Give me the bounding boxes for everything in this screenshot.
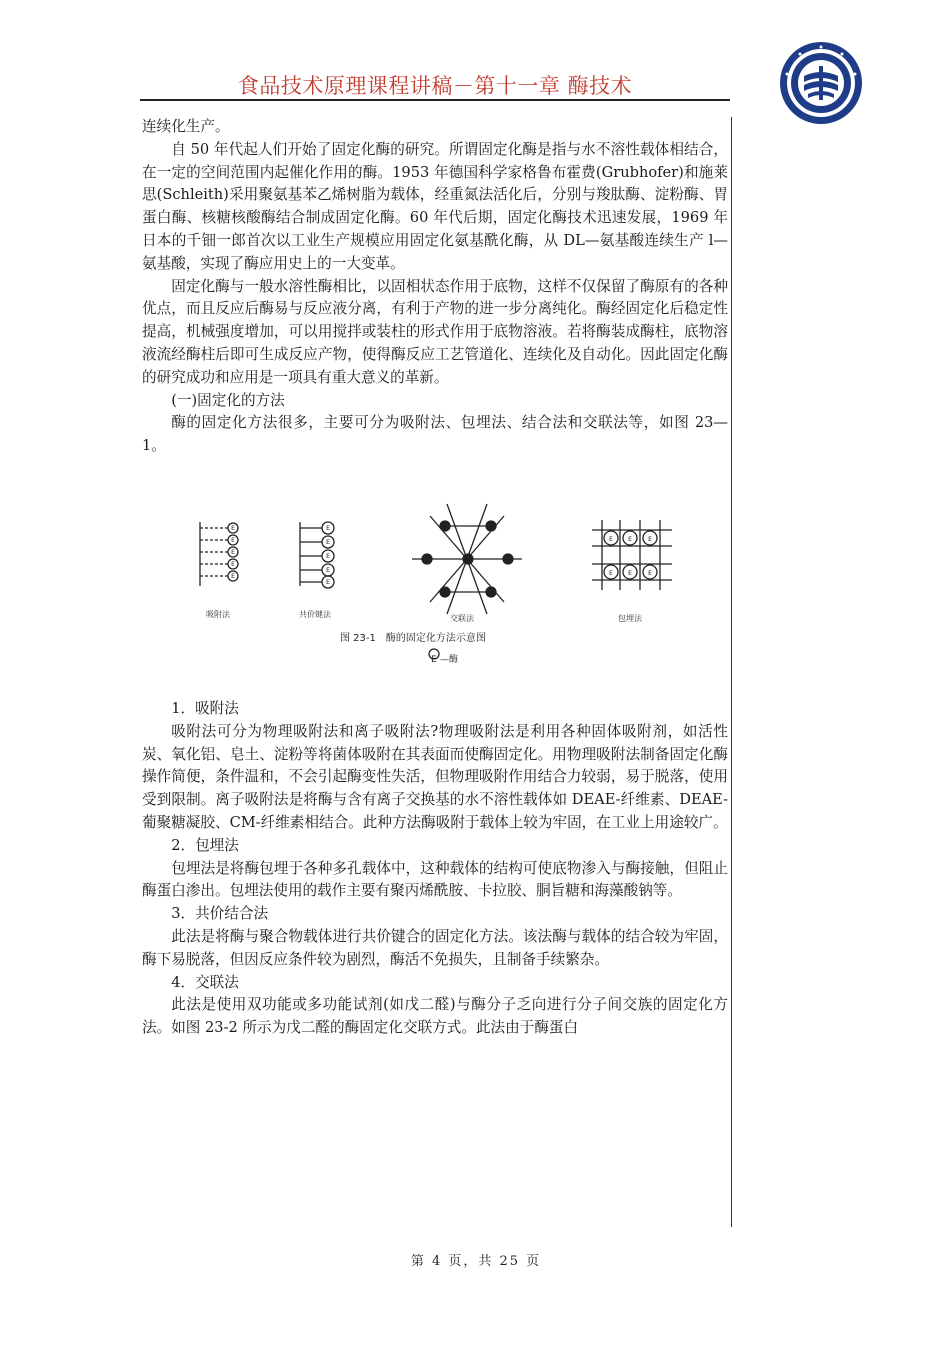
svg-text:E: E: [231, 536, 235, 544]
svg-text:E: E: [231, 560, 235, 568]
svg-text:E: E: [326, 524, 330, 532]
paragraph: 固定化酶与一般水溶性酶相比，以固相状态作用于底物，这样不仅保留了酶原有的各种优点，而且反应后酶易与反应液分离，有利于产物的进一步分离纯化。酶经固定化后稳定性提高，机械强度增加，可以用搅拌或装柱的形式作用于底物溶液。若将酶装成酶柱，底物溶液流经酶柱后即可生成反应产物，使得酶反应工艺管道化、连续化及自动化。因此固定化酶的研究成功和应用是一项具有重大意义的革新。: [142, 277, 728, 386]
paragraph: 自 50 年代起人们开始了固定化酶的研究。所谓固定化酶是指与水不溶性载体相结合，在一定的空间范围内起催化作用的酶。1953 年德国科学家格鲁布霍费(Grubhofer)和施莱思(Schleith)采用聚氨基苯乙烯树脂为载体，经重氮法活化后，分别与羧肽酶、淀粉酶、胃蛋白酶、核糖核酸酶结合制成固定化酶。60 年代后期，固定化酶技术迅速发展，1969 年日本的千钿一郎首次以工业生产规模应用固定化氨基酰化酶，从 DL—氨基酸连续生产 l—氨基酸，实现了酶应用史上的一大变革。: [142, 140, 728, 272]
svg-text:E: E: [326, 538, 330, 546]
figure-caption: 图 23-1 酶的固定化方法示意图: [340, 632, 486, 644]
legend-enzyme-text: —酶: [440, 654, 459, 665]
svg-text:E: E: [628, 569, 632, 577]
section-heading: 3．共价结合法: [171, 905, 269, 923]
page-footer: 第 4 页，共 25 页: [410, 1254, 542, 1269]
page-header: [140, 66, 730, 102]
header-divider: [140, 99, 730, 101]
figure-23-1: [142, 464, 728, 694]
svg-text:E: E: [648, 569, 652, 577]
svg-text:E: E: [326, 552, 330, 560]
svg-text:E: E: [231, 572, 235, 580]
paragraph: 吸附法可分为物理吸附法和离子吸附法?物理吸附法是利用各种固体吸附剂，如活性炭、氧化铝、皂土、淀粉等将菌体吸附在其表面而使酶固定化。用物理吸附法制备固定化酶操作简便，条件温和，不会引起酶变性失活，但物理吸附作用结合力较弱，易于脱落，使用受到限制。离子吸附法是将酶与含有离子交换基的水不溶性载体如 DEAE-纤维素、DEAE-葡聚糖凝胶、CM-纤维素相结合。此种方法酶吸附于载体上较为牢固，在工业上用途较广。: [142, 722, 728, 831]
section-heading: 4．交联法: [171, 973, 239, 991]
paragraph: 此法是将酶与聚合物载体进行共价键合的固定化方法。该法酶与载体的结合较为牢固，酶下易脱落，但因反应条件较为剧烈，酶活不免损失，且制备手续繁杂。: [142, 927, 728, 968]
section-heading: (一)固定化的方法: [171, 391, 285, 409]
svg-text:E: E: [628, 535, 632, 543]
svg-text:E: E: [609, 535, 613, 543]
svg-text:E: E: [326, 578, 330, 586]
label-embed: 包埋法: [618, 613, 642, 623]
svg-text:E: E: [231, 524, 235, 532]
paragraph: 包埋法是将酶包埋于各种多孔载体中，这种载体的结构可使底物渗入与酶接触，但阻止酶蛋白渗出。包埋法使用的载作主要有聚丙烯酰胺、卡拉胶、胴旨糖和海藻酸钠等。: [142, 859, 728, 900]
university-seal-icon: [778, 40, 864, 126]
svg-text:E: E: [648, 535, 652, 543]
right-margin-rule: [731, 117, 732, 1227]
svg-text:E: E: [231, 548, 235, 556]
paragraph: 此法是使用双功能或多功能试剂(如戊二醛)与酶分子乏向进行分子间交族的固定化方法。如图 23-2 所示为戊二醛的酶固定化交联方式。此法由于酶蛋白: [142, 996, 728, 1037]
section-heading: 2．包埋法: [171, 836, 239, 854]
paragraph: 连续化生产。: [142, 118, 230, 135]
label-covalent: 共价键法: [299, 609, 331, 619]
legend-enzyme-symbol: E: [431, 654, 437, 665]
svg-text:E: E: [326, 566, 330, 574]
section-heading: 1．吸附法: [171, 699, 239, 717]
header-title: 食品技术原理课程讲稿－第十一章 酶技术: [237, 74, 633, 98]
label-crosslink: 交联法: [450, 613, 474, 623]
paragraph: 酶的固定化方法很多，主要可分为吸附法、包埋法、结合法和交联法等，如图 23—1。: [142, 414, 728, 455]
label-adsorption: 吸附法: [206, 609, 230, 619]
svg-text:E: E: [609, 569, 613, 577]
document-body: [142, 116, 728, 1040]
